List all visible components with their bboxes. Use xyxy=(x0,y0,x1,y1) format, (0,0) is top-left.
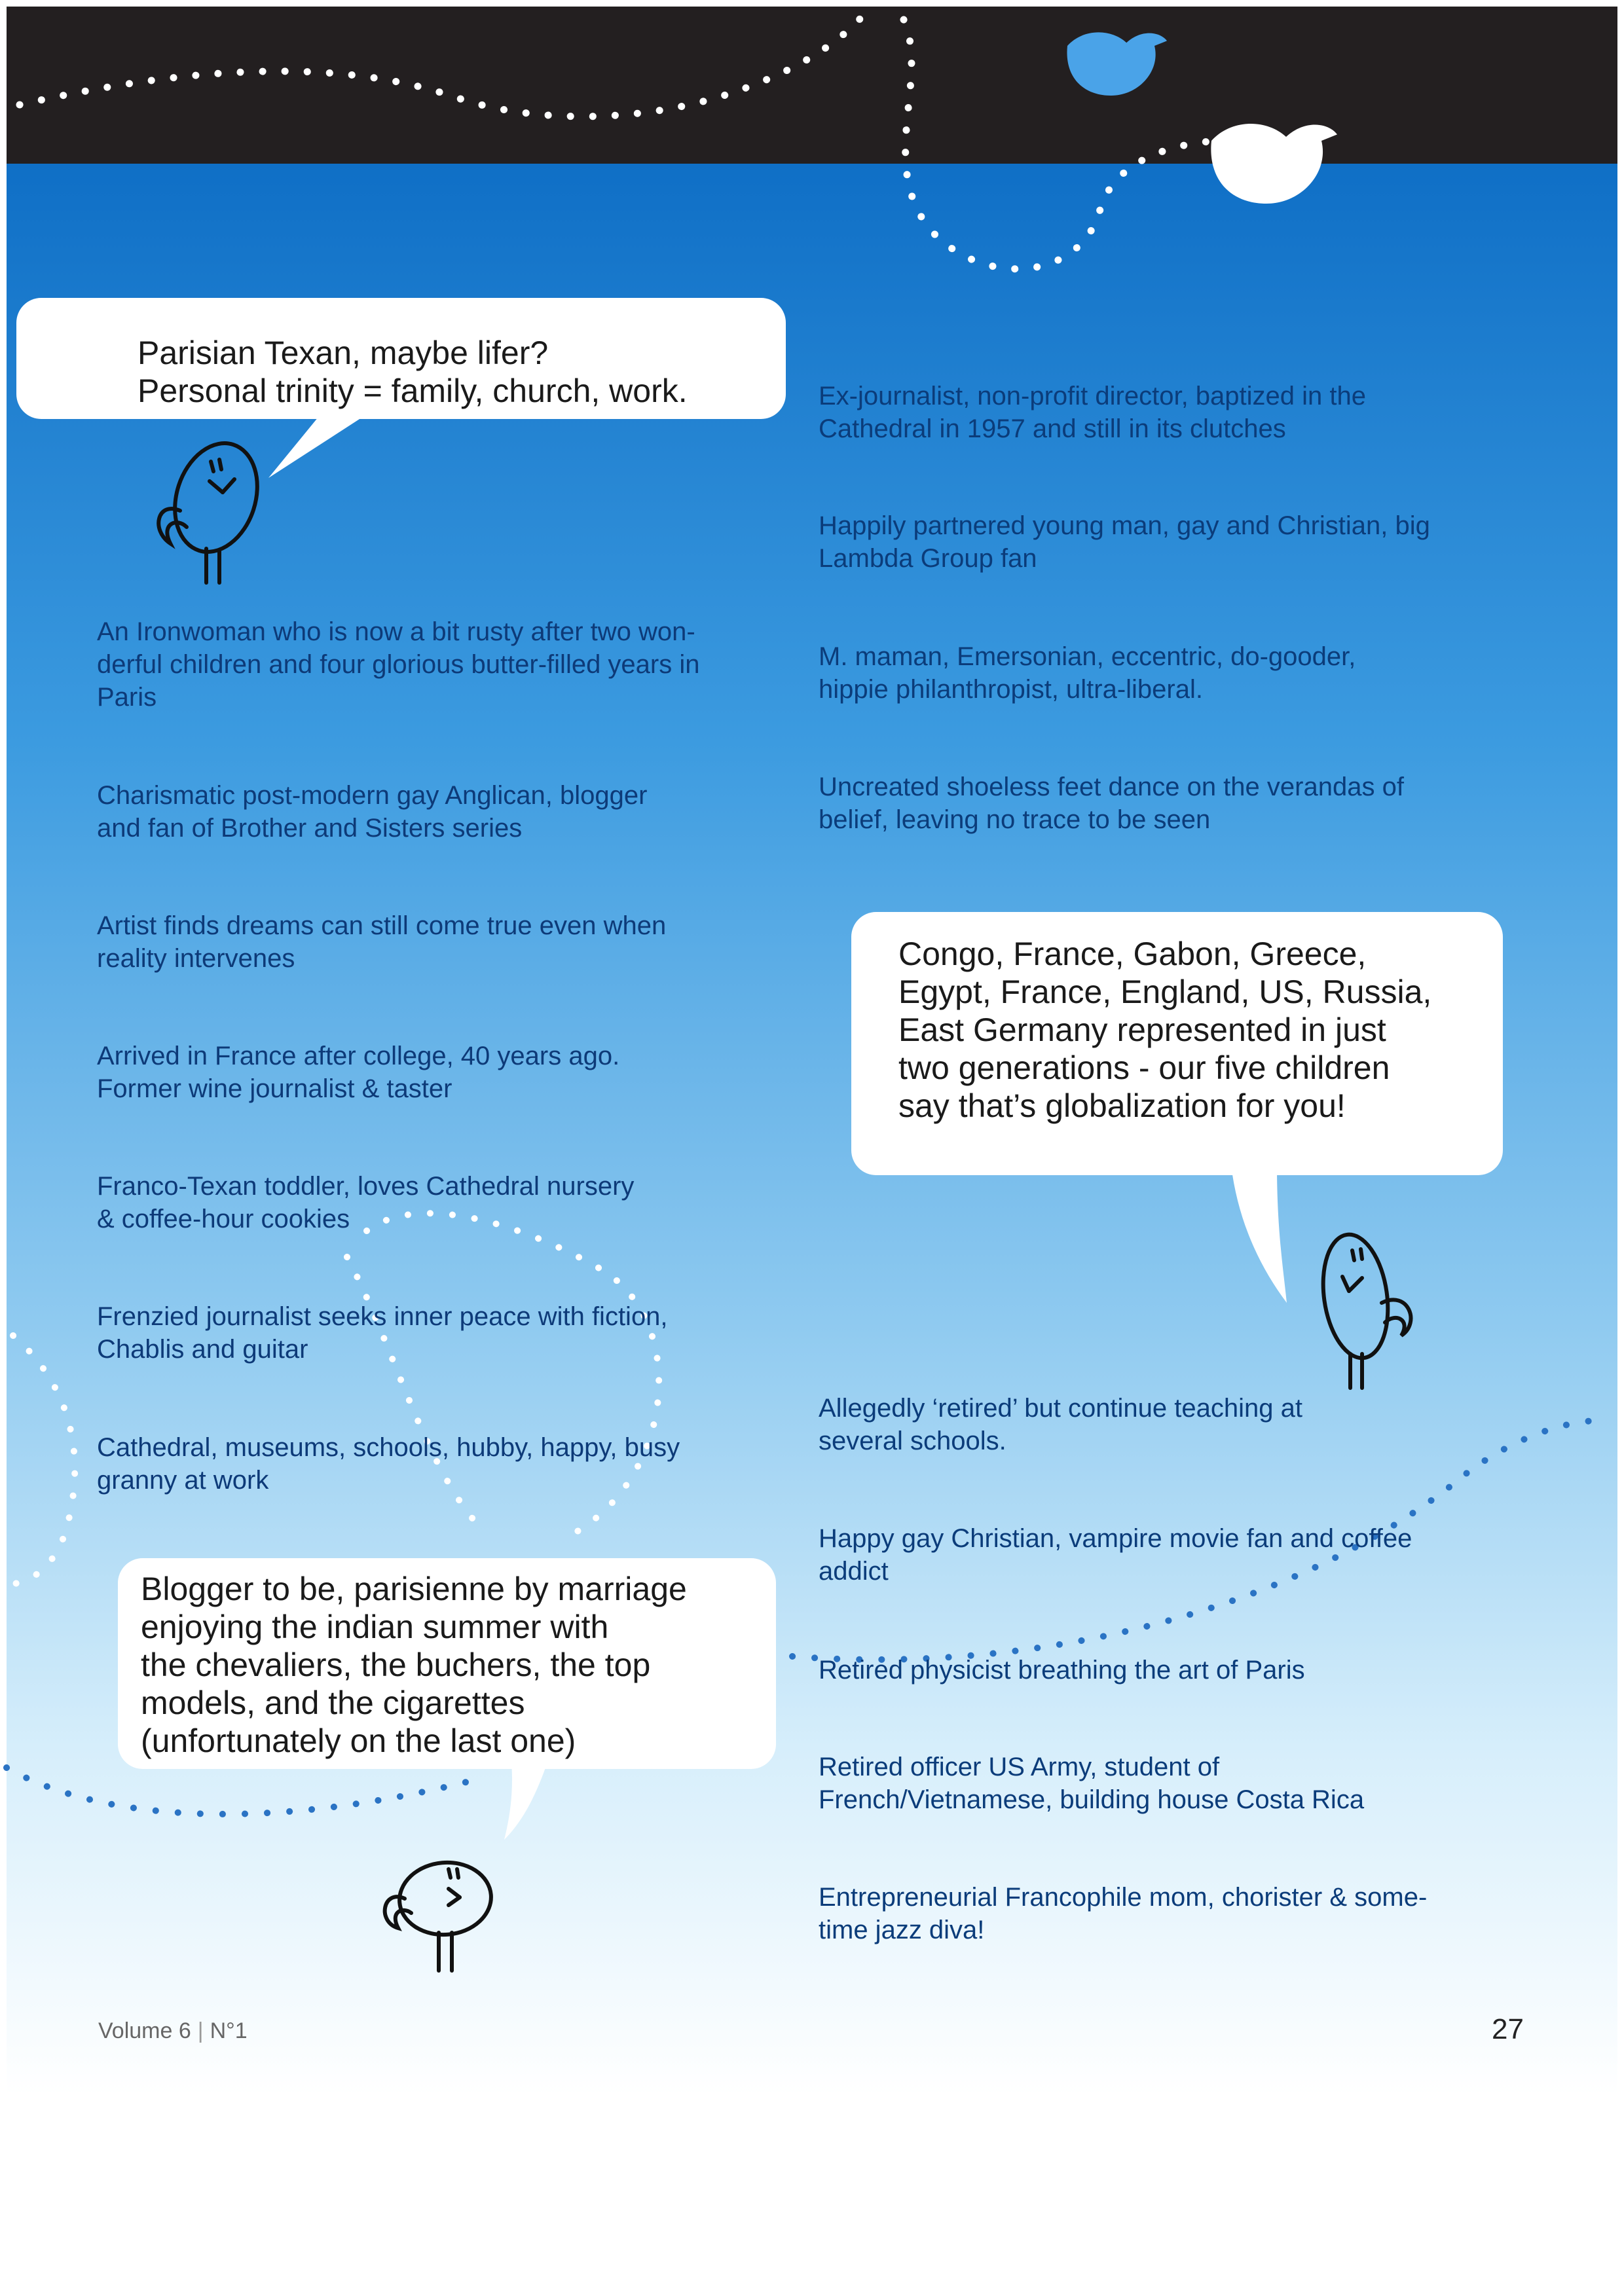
bio-entry xyxy=(819,1881,1427,1946)
speech-bubble-1 xyxy=(16,298,786,419)
bio-line: Happy gay Christian, vampire movie fan and coffee xyxy=(819,1524,1412,1553)
bio-entry xyxy=(97,1300,668,1366)
bio-line: M. maman, Emersonian, eccentric, do-gooder, xyxy=(819,642,1356,671)
bio-line: & coffee-hour cookies xyxy=(97,1205,350,1233)
dotted-trail xyxy=(20,7,871,117)
doodle-bird-icon xyxy=(1316,1230,1411,1388)
bio-entry xyxy=(97,1170,634,1235)
bio-line: Frenzied journalist seeks inner peace with fiction, xyxy=(97,1302,668,1331)
bio-entry xyxy=(97,1040,619,1105)
issue-number: N°1 xyxy=(210,2018,248,2043)
bio-line: Entrepreneurial Francophile mom, chorister & some- xyxy=(819,1883,1428,1912)
bubble-line: the chevaliers, the buchers, the top xyxy=(141,1647,651,1683)
footer-divider: | xyxy=(197,2018,204,2043)
bio-line: Retired officer US Army, student of xyxy=(819,1753,1220,1781)
bio-entry xyxy=(819,1751,1364,1816)
bio-entry xyxy=(97,1431,680,1497)
bio-entry xyxy=(97,909,666,975)
bubble-line: East Germany represented in just xyxy=(898,1011,1386,1048)
bio-line: French/Vietnamese, building house Costa Rica xyxy=(819,1785,1365,1814)
bio-line: Cathedral in 1957 and still in its clutches xyxy=(819,414,1286,443)
bubble-line: Personal trinity = family, church, work. xyxy=(138,373,688,409)
bio-entry xyxy=(819,1654,1305,1686)
bubble-tail xyxy=(1231,1165,1287,1303)
bio-entry xyxy=(819,771,1404,836)
bio-line: granny at work xyxy=(97,1466,269,1495)
twitter-bird-icon xyxy=(1067,32,1167,96)
bio-line: Charismatic post-modern gay Anglican, blogger xyxy=(97,781,648,810)
bubble-line: models, and the cigarettes xyxy=(141,1685,525,1721)
bio-line: derful children and four glorious butter-filled years in xyxy=(97,650,700,679)
bio-line: Arrived in France after college, 40 years ago. xyxy=(97,1042,620,1070)
doodle-bird-icon xyxy=(158,433,270,583)
bubble-line: enjoying the indian summer with xyxy=(141,1609,609,1645)
bio-line: Happily partnered young man, gay and Christian, big xyxy=(819,511,1430,540)
bio-entry xyxy=(819,509,1430,575)
bio-line: Allegedly ‘retired’ but continue teaching at xyxy=(819,1394,1302,1423)
bio-line: reality intervenes xyxy=(97,944,295,973)
speech-bubble-2 xyxy=(851,912,1503,1175)
bio-line: Franco-Texan toddler, loves Cathedral nursery xyxy=(97,1172,635,1201)
bio-entry xyxy=(97,615,700,714)
bio-entry xyxy=(819,380,1366,445)
bio-line: Paris xyxy=(97,683,157,712)
bio-line: Chablis and guitar xyxy=(97,1335,308,1364)
speech-bubble-3 xyxy=(118,1558,776,1769)
bio-line: Ex-journalist, non-profit director, baptized in the xyxy=(819,382,1366,410)
bio-line: Uncreated shoeless feet dance on the verandas of xyxy=(819,773,1404,801)
dotted-trail xyxy=(7,1768,471,1814)
bio-line: Retired physicist breathing the art of Paris xyxy=(819,1656,1305,1685)
page-number: 27 xyxy=(1492,2013,1524,2045)
bio-line: Artist finds dreams can still come true even when xyxy=(97,911,667,940)
bubble-line: Parisian Texan, maybe lifer? xyxy=(138,335,549,371)
bio-line: An Ironwoman who is now a bit rusty after two won- xyxy=(97,617,695,646)
bio-line: Cathedral, museums, schools, hubby, happy, busy xyxy=(97,1433,680,1462)
bio-line: several schools. xyxy=(819,1427,1006,1455)
bubble-line: Congo, France, Gabon, Greece, xyxy=(898,936,1367,972)
dotted-trail xyxy=(904,20,1218,269)
twitter-bird-icon xyxy=(1211,124,1337,204)
bio-entry xyxy=(819,1522,1412,1588)
volume-label: Volume 6 xyxy=(98,2018,191,2043)
bio-line: belief, leaving no trace to be seen xyxy=(819,805,1211,834)
bio-entry xyxy=(819,1392,1302,1457)
bio-line: hippie philanthropist, ultra-liberal. xyxy=(819,675,1203,704)
bio-line: Lambda Group fan xyxy=(819,544,1037,573)
bio-line: Former wine journalist & taster xyxy=(97,1074,452,1103)
bubble-line: Egypt, France, England, US, Russia, xyxy=(898,974,1432,1010)
bubble-line: (unfortunately on the last one) xyxy=(141,1722,576,1759)
bubble-line: two generations - our five children xyxy=(898,1049,1390,1086)
doodle-bird-icon xyxy=(385,1859,494,1971)
bio-line: time jazz diva! xyxy=(819,1916,985,1944)
bubble-line: say that’s globalization for you! xyxy=(898,1087,1346,1124)
bio-entry xyxy=(819,640,1356,706)
bio-line: and fan of Brother and Sisters series xyxy=(97,814,523,843)
issue-label xyxy=(98,2018,248,2044)
bio-entry xyxy=(97,779,647,845)
bio-line: addict xyxy=(819,1557,889,1586)
bubble-line: Blogger to be, parisienne by marriage xyxy=(141,1571,687,1607)
dotted-trail xyxy=(7,1336,75,1584)
